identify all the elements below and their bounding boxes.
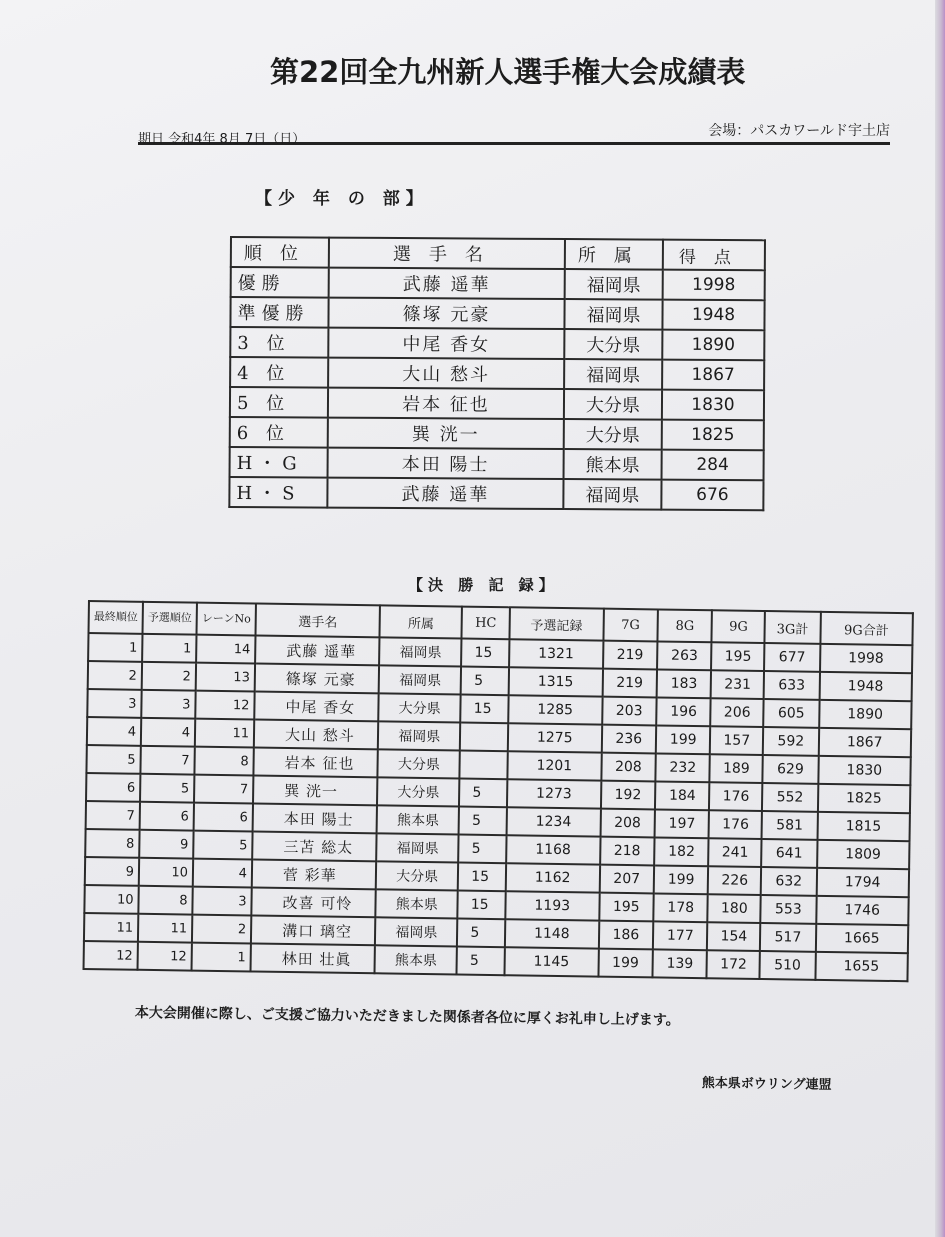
nine-game-total-cell: 1948 <box>819 672 912 701</box>
rank-cell: H・G <box>230 447 328 478</box>
game9-cell: 206 <box>711 698 764 727</box>
prelim-rank-cell: 5 <box>140 774 194 803</box>
lane-no-cell: 5 <box>193 831 252 860</box>
nine-game-total-cell: 1815 <box>817 812 910 841</box>
affiliation-cell: 大分県 <box>564 389 662 420</box>
player-name-cell: 菅 彩華 <box>252 859 377 889</box>
player-name-cell: 岩本 征也 <box>328 388 564 419</box>
table-row <box>231 267 765 300</box>
game8-cell: 232 <box>655 753 710 782</box>
game9-cell: 189 <box>710 754 763 783</box>
hc-cell <box>460 751 508 780</box>
affiliation-cell: 福岡県 <box>376 833 458 862</box>
game7-cell: 207 <box>599 865 654 894</box>
player-name-cell: 大山 愁斗 <box>254 719 379 749</box>
hc-cell: 15 <box>458 863 506 892</box>
final-rank-cell: 12 <box>84 941 138 970</box>
prelim-rank-cell: 12 <box>138 942 192 971</box>
table-row <box>230 447 764 480</box>
event-date: 期日 令和4年 8月 7日（日） <box>138 132 306 147</box>
lane-no-cell: 3 <box>192 887 251 916</box>
three-game-total-cell: 605 <box>763 699 819 728</box>
nine-game-total-cell: 1746 <box>816 896 909 925</box>
nine-game-total-cell: 1998 <box>820 644 913 673</box>
final-rank-cell: 6 <box>86 773 140 802</box>
table-row <box>230 327 764 360</box>
hc-cell: 15 <box>458 891 506 920</box>
lane-no-cell: 11 <box>195 719 254 748</box>
final-rank-cell: 7 <box>86 801 140 830</box>
hc-cell: 5 <box>459 807 507 836</box>
nine-game-total-cell: 1665 <box>815 924 908 953</box>
prelim-record-cell: 1145 <box>504 947 598 976</box>
three-game-total-cell: 510 <box>760 951 816 980</box>
player-name-cell: 岩本 征也 <box>253 747 378 777</box>
table-row <box>229 477 763 510</box>
rank-cell: H・S <box>229 477 327 508</box>
prelim-record-cell: 1162 <box>506 863 600 892</box>
score-cell: 1998 <box>663 270 765 301</box>
game7-cell: 219 <box>603 641 658 670</box>
game7-cell: 236 <box>601 725 656 754</box>
game7-cell: 219 <box>602 669 657 698</box>
game9-cell: 157 <box>710 726 763 755</box>
score-cell: 1890 <box>662 330 764 361</box>
affiliation-cell: 大分県 <box>564 329 662 360</box>
player-name-cell: 篠塚 元豪 <box>328 298 564 329</box>
game7-cell: 192 <box>601 781 656 810</box>
game8-cell: 177 <box>653 921 708 950</box>
three-game-total-cell: 581 <box>762 811 818 840</box>
final-rank-cell: 1 <box>88 633 142 662</box>
score-cell: 676 <box>661 480 763 511</box>
affiliation-cell: 大分県 <box>378 749 460 778</box>
three-game-total-cell: 592 <box>763 727 819 756</box>
three-game-total-cell: 553 <box>761 895 817 924</box>
prelim-record-cell: 1168 <box>506 835 600 864</box>
organizer-name: 熊本県ボウリング連盟 <box>701 1075 832 1093</box>
prelim-rank-cell: 3 <box>141 690 195 719</box>
header-player-name: 選手名 <box>256 603 381 637</box>
final-rank-cell: 2 <box>88 661 142 690</box>
game9-cell: 226 <box>708 866 761 895</box>
game7-cell: 218 <box>600 837 655 866</box>
final-rank-cell: 4 <box>87 717 141 746</box>
rank-cell: 6 位 <box>230 417 328 448</box>
final-rank-cell: 11 <box>84 913 138 942</box>
rank-cell: 5 位 <box>230 387 328 418</box>
score-cell: 1867 <box>662 360 764 391</box>
game9-cell: 154 <box>707 922 760 951</box>
prelim-rank-cell: 11 <box>138 914 192 943</box>
game9-cell: 180 <box>708 894 761 923</box>
hc-cell: 5 <box>458 835 506 864</box>
player-name-cell: 大山 愁斗 <box>328 358 564 389</box>
game8-cell: 197 <box>655 809 710 838</box>
affiliation-cell: 熊本県 <box>564 449 662 480</box>
affiliation-cell: 大分県 <box>564 419 662 450</box>
lane-no-cell: 1 <box>192 943 251 972</box>
table-row <box>230 297 764 330</box>
prelim-record-cell: 1201 <box>507 751 601 780</box>
lane-no-cell: 7 <box>194 775 253 804</box>
hc-cell: 5 <box>459 779 507 808</box>
nine-game-total-cell: 1655 <box>815 952 908 981</box>
header-9g: 9G <box>712 610 765 643</box>
player-name-cell: 溝口 璃空 <box>251 915 376 945</box>
three-game-total-cell: 632 <box>761 867 817 896</box>
header-8g: 8G <box>657 609 712 642</box>
score-cell: 284 <box>662 450 764 481</box>
affiliation-cell: 熊本県 <box>376 889 458 918</box>
game8-cell: 183 <box>657 669 712 698</box>
game8-cell: 199 <box>654 865 709 894</box>
game7-cell: 199 <box>598 949 653 978</box>
game8-cell: 263 <box>657 641 712 670</box>
game9-cell: 241 <box>709 838 762 867</box>
game9-cell: 172 <box>707 950 760 979</box>
hc-cell <box>460 723 508 752</box>
final-rank-cell: 3 <box>87 689 141 718</box>
player-name-cell: 本田 陽士 <box>328 448 564 479</box>
three-game-total-cell: 629 <box>763 755 819 784</box>
score-cell: 1948 <box>662 300 764 331</box>
prelim-rank-cell: 8 <box>138 886 192 915</box>
table-row <box>230 417 764 450</box>
nine-game-total-cell: 1825 <box>817 784 910 813</box>
header-hc: HC <box>462 607 510 640</box>
game8-cell: 196 <box>656 697 711 726</box>
game7-cell: 203 <box>602 697 657 726</box>
prelim-record-cell: 1285 <box>508 695 602 724</box>
final-results-table <box>83 600 914 982</box>
game8-cell: 184 <box>655 781 710 810</box>
nine-game-total-cell: 1794 <box>816 868 909 897</box>
affiliation-cell: 福岡県 <box>563 479 661 510</box>
final-rank-cell: 5 <box>86 745 140 774</box>
page-title: 第22回全九州新人選手権大会成績表 <box>270 55 746 89</box>
affiliation-cell: 大分県 <box>376 861 458 890</box>
prelim-record-cell: 1321 <box>509 639 603 668</box>
prelim-record-cell: 1193 <box>505 891 599 920</box>
table-row <box>230 357 764 390</box>
affiliation-cell: 大分県 <box>379 693 461 722</box>
game9-cell: 231 <box>711 670 764 699</box>
nine-game-total-cell: 1830 <box>818 756 911 785</box>
nine-game-total-cell: 1809 <box>817 840 910 869</box>
prelim-rank-cell: 4 <box>141 718 195 747</box>
event-venue: 会場：パスカワールド宇土店 <box>708 123 890 139</box>
prelim-rank-cell: 10 <box>139 858 193 887</box>
affiliation-cell: 熊本県 <box>377 805 459 834</box>
header-affiliation: 所属 <box>380 605 462 638</box>
affiliation-cell: 大分県 <box>377 777 459 806</box>
player-name-cell: 篠塚 元豪 <box>255 663 380 693</box>
header-rank: 順位 <box>231 237 329 268</box>
score-cell: 1825 <box>662 420 764 451</box>
player-name-cell: 中尾 香女 <box>254 691 379 721</box>
three-game-total-cell: 633 <box>764 671 820 700</box>
hc-cell: 15 <box>461 639 509 668</box>
header-final-rank: 最終順位 <box>89 601 143 634</box>
score-cell: 1830 <box>662 390 764 421</box>
three-game-total-cell: 677 <box>764 643 820 672</box>
affiliation-cell: 福岡県 <box>564 359 662 390</box>
hc-cell: 15 <box>461 695 509 724</box>
affiliation-cell: 福岡県 <box>565 269 663 300</box>
hc-cell: 5 <box>461 667 509 696</box>
prelim-rank-cell: 9 <box>139 830 193 859</box>
player-name-cell: 本田 陽士 <box>253 803 378 833</box>
game8-cell: 139 <box>652 949 707 978</box>
nine-game-total-cell: 1867 <box>818 728 911 757</box>
affiliation-cell: 福岡県 <box>375 917 457 946</box>
player-name-cell: 武藤 遥華 <box>255 635 380 665</box>
prelim-rank-cell: 2 <box>142 662 196 691</box>
game8-cell: 199 <box>656 725 711 754</box>
boys-results-table <box>228 236 766 511</box>
header-score: 得点 <box>663 240 765 271</box>
three-game-total-cell: 552 <box>762 783 818 812</box>
player-name-cell: 中尾 香女 <box>328 328 564 359</box>
lane-no-cell: 6 <box>194 803 253 832</box>
prelim-record-cell: 1315 <box>509 667 603 696</box>
three-game-total-cell: 641 <box>761 839 817 868</box>
game9-cell: 195 <box>711 642 764 671</box>
prelim-record-cell: 1275 <box>508 723 602 752</box>
game8-cell: 178 <box>653 893 708 922</box>
header-7g: 7G <box>603 609 658 642</box>
header-prelim-rank: 予選順位 <box>143 602 197 635</box>
hc-cell: 5 <box>457 919 505 948</box>
final-rank-cell: 8 <box>85 829 139 858</box>
rank-cell: 3 位 <box>230 327 328 358</box>
affiliation-cell: 福岡県 <box>564 299 662 330</box>
header-player-name: 選手名 <box>329 238 565 269</box>
affiliation-cell: 福岡県 <box>379 665 461 694</box>
rank-cell: 準優勝 <box>230 297 328 328</box>
player-name-cell: 武藤 遥華 <box>329 268 565 299</box>
player-name-cell: 巽 洸一 <box>328 418 564 449</box>
lane-no-cell: 14 <box>196 635 255 664</box>
boys-section-heading: 【少 年 の 部】 <box>255 189 429 209</box>
final-section-heading: 【決 勝 記 録】 <box>408 576 559 594</box>
header-9g-total: 9G合計 <box>820 612 913 645</box>
game8-cell: 182 <box>654 837 709 866</box>
player-name-cell: 三苫 総太 <box>252 831 377 861</box>
affiliation-cell: 福岡県 <box>378 721 460 750</box>
hc-cell: 5 <box>457 947 505 976</box>
game9-cell: 176 <box>709 782 762 811</box>
prelim-record-cell: 1234 <box>506 807 600 836</box>
game7-cell: 208 <box>600 809 655 838</box>
lane-no-cell: 2 <box>192 915 251 944</box>
table-row <box>230 387 764 420</box>
affiliation-cell: 熊本県 <box>375 945 457 974</box>
player-name-cell: 巽 洸一 <box>253 775 378 805</box>
game9-cell: 176 <box>709 810 762 839</box>
thanks-message: 本大会開催に際し、ご支援ご協力いただきました関係者各位に厚くお礼申し上げます。 <box>134 1004 680 1029</box>
affiliation-cell: 福岡県 <box>379 637 461 666</box>
prelim-rank-cell: 6 <box>140 802 194 831</box>
lane-no-cell: 12 <box>195 691 254 720</box>
lane-no-cell: 8 <box>194 747 253 776</box>
player-name-cell: 改喜 可怜 <box>251 887 376 917</box>
rank-cell: 4 位 <box>230 357 328 388</box>
prelim-rank-cell: 1 <box>142 634 196 663</box>
game7-cell: 195 <box>599 893 654 922</box>
header-affiliation: 所属 <box>565 239 663 270</box>
prelim-rank-cell: 7 <box>140 746 194 775</box>
nine-game-total-cell: 1890 <box>819 700 912 729</box>
rank-cell: 優勝 <box>231 267 329 298</box>
three-game-total-cell: 517 <box>760 923 816 952</box>
lane-no-cell: 13 <box>196 663 255 692</box>
header-lane-no: レーンNo <box>196 603 255 636</box>
game7-cell: 208 <box>601 753 656 782</box>
game7-cell: 186 <box>598 921 653 950</box>
header-prelim-record: 予選記録 <box>509 607 603 640</box>
prelim-record-cell: 1273 <box>507 779 601 808</box>
table-header-row <box>231 237 765 270</box>
paper-edge <box>935 0 945 1237</box>
final-rank-cell: 10 <box>84 885 138 914</box>
player-name-cell: 武藤 遥華 <box>327 478 563 509</box>
player-name-cell: 林田 壮眞 <box>251 943 376 973</box>
prelim-record-cell: 1148 <box>505 919 599 948</box>
meta-line <box>138 120 890 145</box>
header-3g-total: 3G計 <box>765 611 821 644</box>
lane-no-cell: 4 <box>193 859 252 888</box>
final-rank-cell: 9 <box>85 857 139 886</box>
